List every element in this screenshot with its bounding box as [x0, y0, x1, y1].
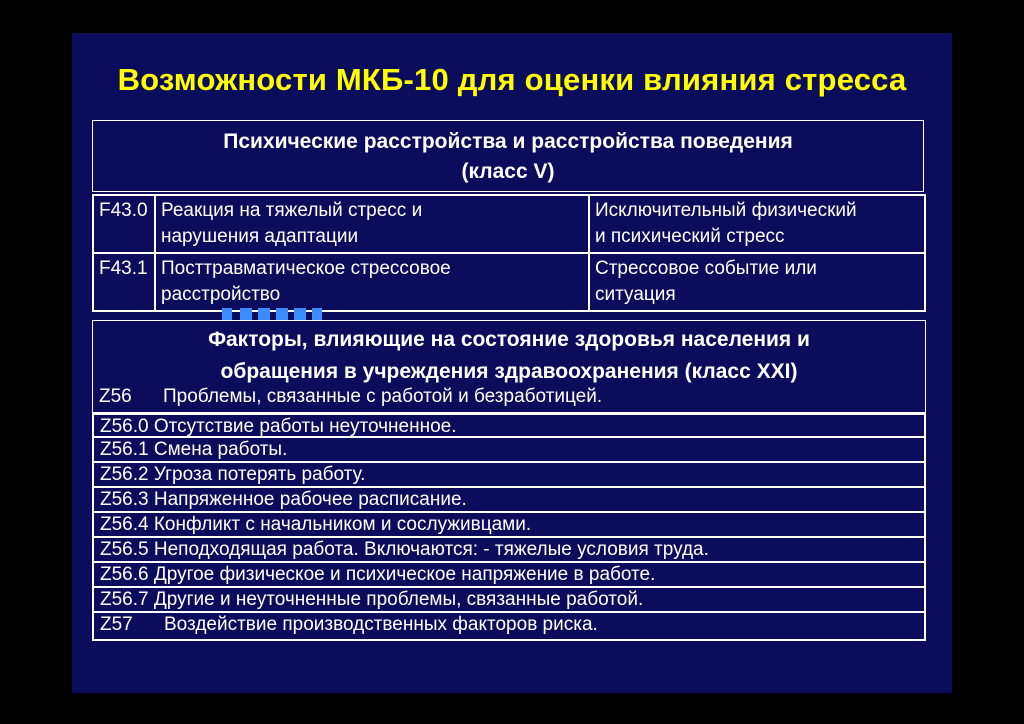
list-item: Z56.1 Смена работы. — [92, 438, 926, 463]
list-item — [99, 385, 602, 409]
list-item: Z56.2 Угроза потерять работу. — [92, 463, 926, 488]
code-cell: F43.0 — [93, 195, 155, 253]
section2-heading — [93, 321, 925, 388]
list-item: Z56.4 Конфликт с начальником и сослуживцами. — [92, 513, 926, 538]
section1-heading-line1: Психические расстройства и расстройства поведения — [223, 130, 793, 153]
cause-cell — [589, 195, 925, 253]
item-code: Z56 — [99, 386, 132, 407]
list-item: Z56.5 Неподходящая работа. Включаются: - тяжелые условия труда. — [92, 538, 926, 563]
table-row — [93, 195, 925, 253]
list-item — [92, 613, 926, 641]
list-item: Z56.3 Напряженное рабочее расписание. — [92, 488, 926, 513]
cause-cell — [589, 253, 925, 311]
decorative-bar — [240, 308, 252, 320]
class-v-table — [92, 194, 926, 312]
diagnosis-line: Посттравматическое стрессовое — [161, 258, 451, 279]
list-item: Z56.7 Другие и неуточненные проблемы, связанные работой. — [92, 588, 926, 613]
decorative-bar — [258, 308, 270, 320]
section2-heading-line2: обращения в учреждения здравоохранения (класс XXI) — [220, 360, 798, 383]
slide-title: Возможности МКБ-10 для оценки влияния стресса — [117, 62, 907, 97]
list-item: Z56.0 Отсутствие работы неуточненное. — [92, 413, 926, 438]
section2-heading-line1: Факторы, влияющие на состояние здоровья населения и — [208, 328, 810, 351]
cause-line: ситуация — [595, 284, 676, 305]
diagnosis-cell — [155, 195, 589, 253]
cause-line: Стрессовое событие или — [595, 258, 817, 279]
diagnosis-line: расстройство — [161, 284, 281, 305]
diagnosis-line: нарушения адаптации — [161, 226, 359, 247]
item-text: Проблемы, связанные с работой и безработицей. — [163, 386, 603, 407]
decorative-bar — [312, 308, 322, 320]
section1-heading — [92, 120, 924, 192]
list-item: Z56.6 Другое физическое и психическое напряжение в работе. — [92, 563, 926, 588]
code-cell: F43.1 — [93, 253, 155, 311]
class-xxi-section — [92, 320, 926, 413]
z56-subcodes-list — [92, 413, 926, 641]
decorative-bar — [294, 308, 306, 320]
decorative-bar — [276, 308, 288, 320]
item-text: Воздействие производственных факторов риска. — [164, 614, 598, 635]
cause-line: и психический стресс — [595, 226, 785, 247]
section1-heading-line2: (класс V) — [461, 160, 555, 183]
item-code: Z57 — [100, 614, 133, 635]
decorative-bar — [222, 308, 232, 320]
cause-line: Исключительный физический — [595, 200, 857, 221]
table-row — [93, 253, 925, 311]
diagnosis-line: Реакция на тяжелый стресс и — [161, 200, 423, 221]
diagnosis-cell — [155, 253, 589, 311]
